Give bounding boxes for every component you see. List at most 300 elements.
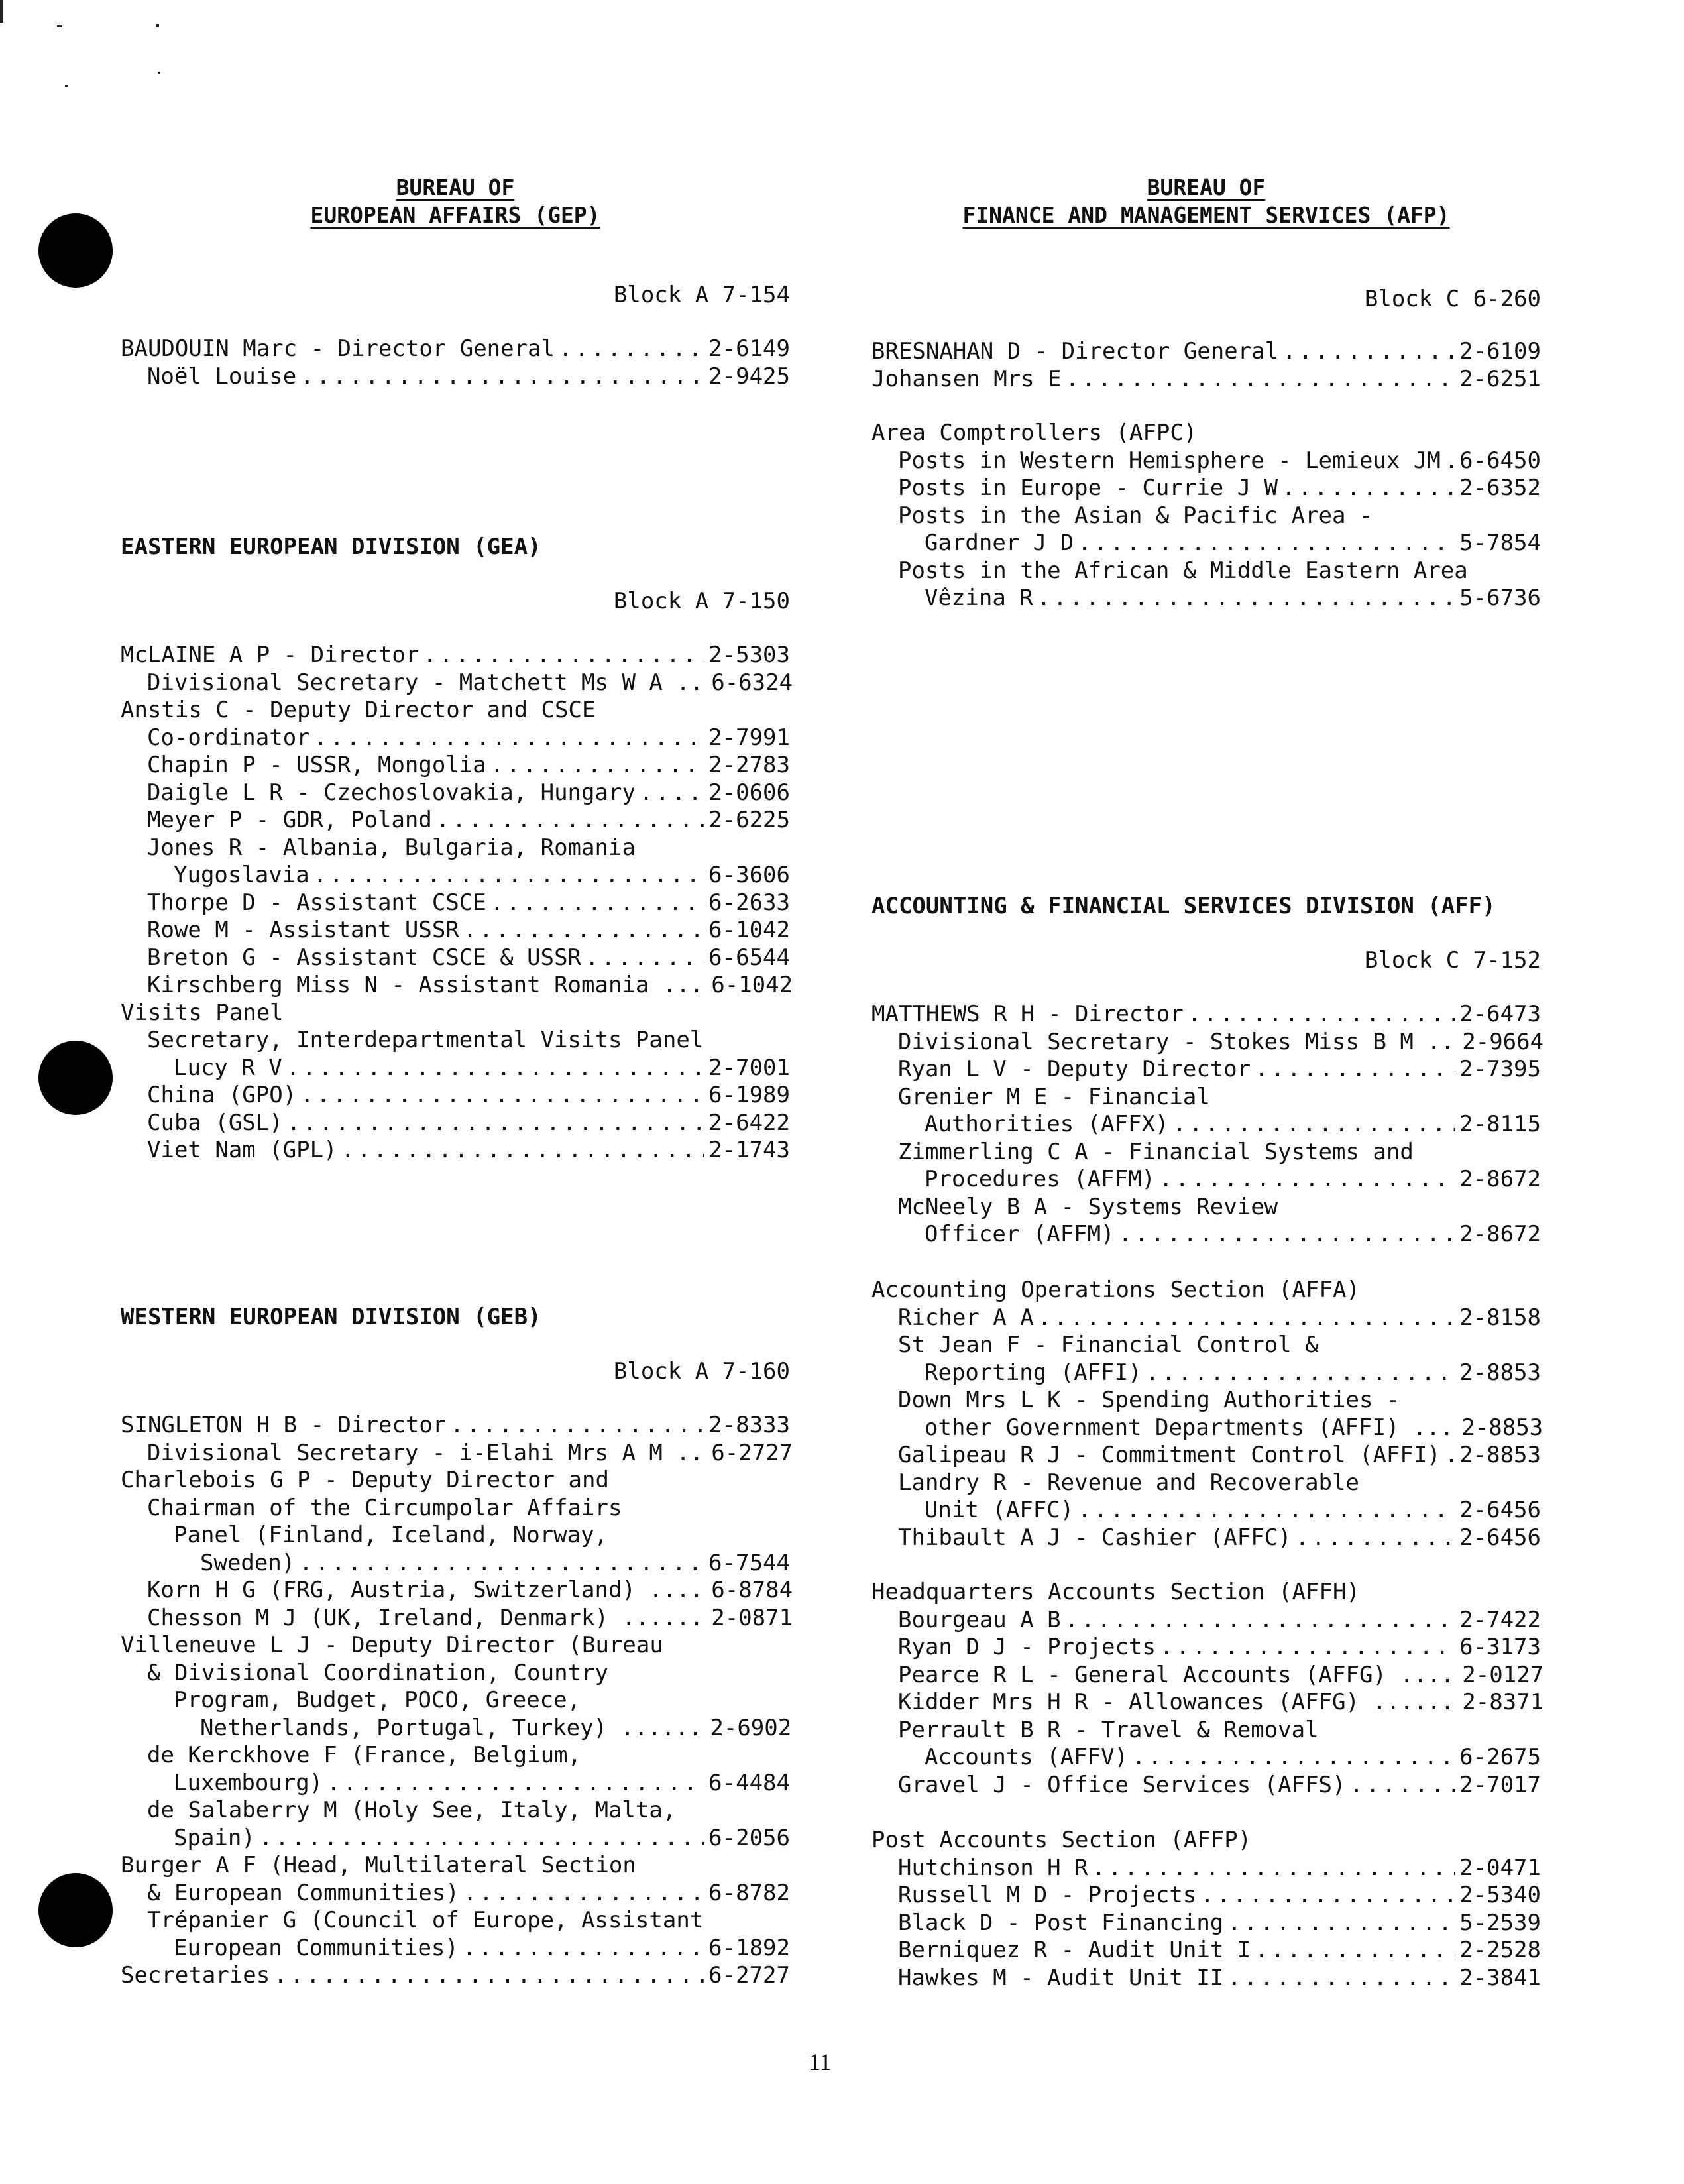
dot-leader xyxy=(274,1962,704,1990)
directory-entry-line xyxy=(121,1852,790,1880)
directory-entry xyxy=(121,335,790,363)
dot-leader xyxy=(327,1770,704,1798)
block-location: Block A 7-160 xyxy=(613,1358,790,1385)
dot-leader xyxy=(1227,1910,1455,1937)
directory-entry-line xyxy=(121,1687,790,1715)
entry-phone: 2-7395 xyxy=(1459,1056,1541,1082)
directory-entry-line xyxy=(121,1660,790,1688)
entry-phone: 5-6736 xyxy=(1459,585,1541,611)
bureau-heading-afp xyxy=(871,174,1541,229)
directory-entry-line xyxy=(871,1194,1541,1222)
entry-name: European Communities) xyxy=(174,1934,459,1961)
entry-name: other Government Departments (AFFI) ... xyxy=(925,1414,1454,1441)
punch-hole-bottom xyxy=(38,1873,113,1947)
directory-entry xyxy=(871,447,1541,475)
directory-entry xyxy=(121,1137,790,1165)
dot-leader xyxy=(1038,1304,1455,1332)
entry-name: Hutchinson H R xyxy=(898,1854,1088,1881)
entry-name: Lucy R V xyxy=(174,1054,282,1081)
entry-phone: 2-7991 xyxy=(708,724,790,751)
block-location: Block A 7-150 xyxy=(613,588,790,614)
entry-phone: 2-6109 xyxy=(1459,338,1541,365)
dot-leader xyxy=(1160,1634,1455,1662)
dot-leader xyxy=(1092,1855,1456,1882)
entry-name: de Kerckhove F (France, Belgium, xyxy=(147,1742,582,1768)
directory-entry xyxy=(871,1855,1541,1882)
directory-entry xyxy=(871,338,1541,366)
directory-entry xyxy=(121,1412,790,1440)
dot-leader xyxy=(1132,1744,1455,1772)
entry-name: Secretaries xyxy=(121,1962,270,1988)
scan-mark xyxy=(0,0,3,23)
directory-entry xyxy=(121,1880,790,1908)
directory-entry xyxy=(871,530,1541,557)
scan-speck xyxy=(65,85,68,87)
directory-entry xyxy=(121,1962,790,1990)
block-location: Block A 7-154 xyxy=(613,282,790,308)
bureau-heading-gep xyxy=(121,174,790,229)
directory-entry xyxy=(121,1604,793,1633)
directory-entry xyxy=(121,1770,790,1798)
dot-leader xyxy=(341,1137,705,1165)
entry-name: Secretary, Interdepartmental Visits Panel xyxy=(147,1027,704,1053)
dot-leader xyxy=(1200,1882,1455,1910)
entry-name: Posts in the Asian & Pacific Area - xyxy=(898,502,1373,529)
entry-name: Panel (Finland, Iceland, Norway, xyxy=(174,1522,608,1548)
dot-leader xyxy=(300,1082,704,1110)
entry-name: Gravel J - Office Services (AFFS) xyxy=(898,1771,1346,1798)
dot-leader xyxy=(1255,1937,1455,1965)
entry-name: Trépanier G (Council of Europe, Assistant xyxy=(147,1907,704,1933)
entry-phone: 6-6544 xyxy=(708,944,790,971)
entry-name: Divisional Secretary - Stokes Miss B M .. xyxy=(898,1028,1455,1055)
entry-name: Grenier M E - Financial xyxy=(898,1083,1210,1110)
entry-name: Kirschberg Miss N - Assistant Romania ... xyxy=(147,972,704,998)
directory-list xyxy=(121,642,793,1165)
entry-phone: 6-2675 xyxy=(1459,1744,1541,1770)
directory-list xyxy=(121,1412,793,1990)
directory-entry-line xyxy=(871,1084,1541,1112)
dot-leader xyxy=(1119,1221,1456,1249)
dot-leader xyxy=(1445,1442,1455,1469)
dot-leader xyxy=(1296,1524,1456,1552)
directory-list xyxy=(871,338,1541,393)
directory-entry xyxy=(871,1442,1541,1469)
directory-entry xyxy=(121,972,793,1000)
entry-name: Berniquez R - Audit Unit I xyxy=(898,1937,1251,1963)
entry-name: Sweden) xyxy=(200,1549,296,1576)
entry-phone: 6-1892 xyxy=(708,1934,790,1961)
entry-phone: 6-4484 xyxy=(708,1769,790,1796)
dot-leader xyxy=(1255,1056,1455,1084)
directory-entry xyxy=(121,807,790,834)
directory-list xyxy=(871,1579,1544,1799)
entry-phone: 2-6225 xyxy=(708,807,790,833)
entry-name: Chairman of the Circumpolar Affairs xyxy=(147,1494,622,1521)
directory-entry xyxy=(871,1910,1541,1937)
directory-entry-line xyxy=(871,1717,1541,1745)
heading-line-1: BUREAU OF xyxy=(396,174,515,200)
dot-leader xyxy=(259,1825,704,1853)
entry-name: McLAINE A P - Director xyxy=(121,642,420,668)
dot-leader xyxy=(1078,1497,1455,1524)
entry-phone: 2-6149 xyxy=(708,335,790,362)
directory-entry xyxy=(871,1056,1541,1084)
directory-list xyxy=(871,1277,1544,1552)
dot-leader xyxy=(585,945,704,972)
dot-leader xyxy=(1078,530,1455,557)
directory-entry xyxy=(121,1550,790,1578)
directory-entry xyxy=(121,1082,790,1110)
entry-phone: 2-2528 xyxy=(1459,1937,1541,1963)
entry-phone: 6-1042 xyxy=(711,972,793,998)
entry-name: Luxembourg) xyxy=(174,1769,323,1796)
entry-name: Accounts (AFFV) xyxy=(925,1744,1129,1770)
entry-phone: 6-3173 xyxy=(1459,1634,1541,1660)
directory-list xyxy=(871,1001,1544,1249)
entry-phone: 2-6251 xyxy=(1459,365,1541,392)
entry-name: Pearce R L - General Accounts (AFFG) .... xyxy=(898,1661,1455,1688)
entry-name: Vêzina R xyxy=(925,585,1033,611)
scan-speck xyxy=(158,72,160,74)
entry-phone: 6-2633 xyxy=(708,889,790,916)
entry-phone: 2-6422 xyxy=(708,1109,790,1136)
dot-leader xyxy=(490,752,704,779)
directory-list xyxy=(871,420,1541,612)
entry-name: Reporting (AFFI) xyxy=(925,1359,1142,1386)
entry-phone: 6-7544 xyxy=(708,1549,790,1576)
entry-phone: 2-5340 xyxy=(1459,1882,1541,1908)
entry-phone: 2-8672 xyxy=(1459,1221,1541,1247)
directory-entry xyxy=(871,1414,1544,1442)
directory-entry-line xyxy=(871,420,1541,447)
entry-name: & Divisional Coordination, Country xyxy=(147,1659,608,1686)
entry-name: Posts in Western Hemisphere - Lemieux JM xyxy=(898,447,1441,474)
directory-entry-line xyxy=(871,1469,1541,1497)
dot-leader xyxy=(1037,585,1455,612)
entry-name: China (GPO) xyxy=(147,1082,297,1108)
entry-name: Korn H G (FRG, Austria, Switzerland) .... xyxy=(147,1577,704,1603)
dot-leader xyxy=(1066,366,1456,394)
entry-phone: 6-2727 xyxy=(708,1962,790,1988)
entry-phone: 2-7001 xyxy=(708,1054,790,1081)
entry-phone: 6-2056 xyxy=(708,1824,790,1851)
directory-entry xyxy=(121,1577,793,1605)
entry-phone: 2-0871 xyxy=(711,1604,793,1631)
directory-entry-line xyxy=(121,1632,790,1660)
directory-entry xyxy=(121,1715,790,1743)
entry-phone: 6-6450 xyxy=(1459,447,1541,474)
directory-entry xyxy=(121,1825,790,1853)
dot-leader xyxy=(1282,475,1455,502)
entry-name: Rowe M - Assistant USSR xyxy=(147,917,459,943)
directory-entry-line xyxy=(871,1139,1541,1167)
entry-name: Bourgeau A B xyxy=(898,1606,1061,1633)
entry-name: Ryan D J - Projects xyxy=(898,1634,1156,1660)
entry-phone: 6-1989 xyxy=(708,1082,790,1108)
entry-name: Spain) xyxy=(174,1824,255,1851)
entry-name: McNeely B A - Systems Review xyxy=(898,1193,1278,1220)
dot-leader xyxy=(286,1055,704,1082)
directory-entry xyxy=(121,779,790,807)
entry-name: Thorpe D - Assistant CSCE xyxy=(147,889,486,916)
directory-entry xyxy=(871,1744,1541,1772)
division-title-gea: EASTERN EUROPEAN DIVISION (GEA) xyxy=(121,534,541,560)
dot-leader xyxy=(1188,1001,1455,1029)
entry-name: Program, Budget, POCO, Greece, xyxy=(174,1687,581,1713)
entry-phone: 2-6473 xyxy=(1459,1001,1541,1027)
dot-leader xyxy=(1445,447,1455,475)
directory-entry xyxy=(871,1221,1541,1249)
entry-name: de Salaberry M (Holy See, Italy, Malta, xyxy=(147,1797,677,1823)
directory-entry xyxy=(871,1882,1541,1910)
directory-entry xyxy=(871,1965,1541,1992)
entry-name: Divisional Secretary - Matchett Ms W A .. xyxy=(147,669,704,696)
directory-entry xyxy=(871,1001,1541,1029)
dot-leader xyxy=(423,642,704,669)
entry-name: SINGLETON H B - Director xyxy=(121,1412,447,1438)
directory-entry xyxy=(121,669,793,697)
directory-entry xyxy=(871,1028,1544,1057)
punch-hole-top xyxy=(38,213,113,288)
heading-line-2: EUROPEAN AFFAIRS (GEP) xyxy=(310,202,600,228)
directory-entry-line xyxy=(121,1000,790,1027)
heading-line-2: FINANCE AND MANAGEMENT SERVICES (AFP) xyxy=(962,202,1450,228)
entry-name: Anstis C - Deputy Director and CSCE xyxy=(121,697,596,723)
directory-entry xyxy=(121,363,790,391)
entry-phone: 2-0127 xyxy=(1462,1661,1544,1688)
entry-name: Chapin P - USSR, Mongolia xyxy=(147,752,486,778)
directory-entry xyxy=(871,1607,1541,1635)
entry-name: Landry R - Revenue and Recoverable xyxy=(898,1469,1359,1496)
dot-leader xyxy=(314,724,705,752)
directory-entry-line xyxy=(121,1467,790,1495)
dot-leader xyxy=(1172,1111,1455,1139)
entry-phone: 2-1743 xyxy=(708,1137,790,1163)
entry-phone: 2-0471 xyxy=(1459,1854,1541,1881)
entry-phone: 6-1042 xyxy=(708,917,790,943)
directory-entry-line xyxy=(121,1027,790,1055)
entry-name: Accounting Operations Section (AFFA) xyxy=(871,1277,1360,1303)
directory-entry-line xyxy=(871,1277,1541,1304)
entry-phone: 6-8782 xyxy=(708,1879,790,1906)
entry-name: Villeneuve L J - Deputy Director (Bureau xyxy=(121,1632,663,1658)
dot-leader xyxy=(1159,1166,1455,1194)
entry-name: Headquarters Accounts Section (AFFH) xyxy=(871,1579,1360,1605)
entry-name: Posts in the African & Middle Eastern Area xyxy=(898,557,1468,584)
directory-entry-line xyxy=(871,502,1541,530)
directory-list xyxy=(871,1827,1541,1992)
entry-phone: 2-7422 xyxy=(1459,1606,1541,1633)
dot-leader xyxy=(313,862,704,890)
directory-entry xyxy=(871,1772,1541,1800)
entry-name: Post Accounts Section (AFFP) xyxy=(871,1827,1252,1853)
entry-phone: 5-7854 xyxy=(1459,530,1541,556)
directory-entry xyxy=(871,1634,1541,1662)
entry-phone: 2-7017 xyxy=(1459,1771,1541,1798)
entry-name: Area Comptrollers (AFPC) xyxy=(871,420,1198,446)
directory-entry-line xyxy=(121,1742,790,1770)
entry-name: Down Mrs L K - Spending Authorities - xyxy=(898,1387,1400,1413)
entry-name: Thibault A J - Cashier (AFFC) xyxy=(898,1524,1292,1551)
entry-phone: 2-5303 xyxy=(708,642,790,668)
heading-line-1: BUREAU OF xyxy=(1147,174,1266,200)
dot-leader xyxy=(559,335,704,363)
dot-leader xyxy=(640,779,704,807)
dot-leader xyxy=(1065,1607,1456,1635)
entry-name: MATTHEWS R H - Director xyxy=(871,1001,1184,1027)
entry-phone: 2-9664 xyxy=(1462,1028,1544,1055)
dot-leader xyxy=(463,1935,704,1963)
dot-leader xyxy=(1227,1965,1455,1992)
directory-entry xyxy=(871,366,1541,394)
entry-name: Yugoslavia xyxy=(174,862,309,888)
directory-entry xyxy=(121,1439,793,1467)
dot-leader xyxy=(490,890,704,917)
entry-phone: 2-3841 xyxy=(1459,1964,1541,1991)
entry-phone: 6-2727 xyxy=(711,1439,793,1466)
directory-entry xyxy=(121,1055,790,1082)
entry-name: Richer A A xyxy=(898,1304,1034,1331)
entry-name: Kidder Mrs H R - Allowances (AFFG) ...... xyxy=(898,1689,1455,1715)
entry-name: St Jean F - Financial Control & xyxy=(898,1332,1319,1358)
entry-phone: 2-0606 xyxy=(708,779,790,806)
entry-name: Russell M D - Projects xyxy=(898,1882,1197,1908)
dot-leader xyxy=(463,917,704,945)
block-location: Block C 6-260 xyxy=(1364,286,1541,312)
directory-entry-line xyxy=(121,697,790,724)
entry-name: Daigle L R - Czechoslovakia, Hungary xyxy=(147,779,636,806)
entry-phone: 2-8672 xyxy=(1459,1166,1541,1192)
entry-name: Cuba (GSL) xyxy=(147,1109,283,1136)
entry-name: Divisional Secretary - i-Elahi Mrs A M .. xyxy=(147,1439,704,1466)
directory-entry xyxy=(871,1661,1544,1690)
entry-name: Posts in Europe - Currie J W xyxy=(898,475,1278,501)
block-location: Block C 7-152 xyxy=(1364,947,1541,974)
directory-entry xyxy=(871,1497,1541,1524)
dot-leader xyxy=(1350,1772,1456,1800)
directory-entry xyxy=(121,917,790,945)
dot-leader xyxy=(450,1412,704,1440)
entry-name: Viet Nam (GPL) xyxy=(147,1137,337,1163)
directory-entry-line xyxy=(121,1522,790,1550)
entry-phone: 2-6456 xyxy=(1459,1497,1541,1523)
directory-entry xyxy=(871,1524,1541,1552)
directory-entry-line xyxy=(871,1827,1541,1855)
scan-speck xyxy=(156,24,159,27)
dot-leader xyxy=(287,1110,704,1137)
entry-phone: 6-3606 xyxy=(708,862,790,888)
directory-entry xyxy=(871,1689,1544,1717)
entry-name: Officer (AFFM) xyxy=(925,1221,1115,1247)
directory-entry-line xyxy=(871,1332,1541,1359)
directory-entry xyxy=(871,1359,1541,1387)
entry-phone: 2-2783 xyxy=(708,752,790,778)
dot-leader xyxy=(1282,338,1455,366)
directory-entry xyxy=(871,1111,1541,1139)
entry-name: Breton G - Assistant CSCE & USSR xyxy=(147,944,582,971)
directory-entry-line xyxy=(121,1907,790,1935)
directory-entry-line xyxy=(121,834,790,862)
entry-phone: 2-6902 xyxy=(710,1714,792,1741)
entry-name: Visits Panel xyxy=(121,999,284,1026)
entry-name: Ryan L V - Deputy Director xyxy=(898,1056,1251,1082)
entry-phone: 2-8853 xyxy=(1459,1442,1541,1468)
entry-phone: 2-8115 xyxy=(1459,1111,1541,1137)
directory-entry xyxy=(871,475,1541,502)
directory-entry xyxy=(121,862,790,890)
page-number: 11 xyxy=(809,2049,832,2075)
entry-phone: 6-8784 xyxy=(711,1577,793,1603)
directory-entry xyxy=(121,1935,790,1963)
directory-entry xyxy=(121,642,790,669)
dot-leader xyxy=(436,807,704,834)
entry-phone: 2-8853 xyxy=(1459,1359,1541,1386)
directory-entry-line xyxy=(871,1579,1541,1607)
dot-leader xyxy=(300,363,704,391)
directory-entry xyxy=(121,890,790,917)
scan-speck xyxy=(57,25,62,27)
directory-entry xyxy=(871,1304,1541,1332)
entry-phone: 2-8371 xyxy=(1462,1689,1544,1715)
entry-name: Galipeau R J - Commitment Control (AFFI) xyxy=(898,1442,1441,1468)
entry-name: Netherlands, Portugal, Turkey) ...... xyxy=(200,1714,702,1741)
directory-entry xyxy=(871,585,1541,612)
directory-entry xyxy=(121,724,790,752)
entry-name: Unit (AFFC) xyxy=(925,1497,1074,1523)
entry-name: Charlebois G P - Deputy Director and xyxy=(121,1467,609,1493)
entry-phone: 2-8853 xyxy=(1461,1414,1544,1441)
entry-phone: 6-6324 xyxy=(711,669,793,696)
directory-entry-line xyxy=(121,1495,790,1523)
entry-name: Jones R - Albania, Bulgaria, Romania xyxy=(147,834,636,861)
dot-leader xyxy=(299,1550,704,1578)
entry-name: Procedures (AFFM) xyxy=(925,1166,1155,1192)
entry-phone: 2-8158 xyxy=(1459,1304,1541,1331)
directory-entry-line xyxy=(871,1387,1541,1414)
directory-entry xyxy=(871,1937,1541,1965)
entry-name: Burger A F (Head, Multilateral Section xyxy=(121,1852,636,1878)
directory-entry-line xyxy=(121,1797,790,1825)
entry-name: Authorities (AFFX) xyxy=(925,1111,1169,1137)
entry-name: Hawkes M - Audit Unit II xyxy=(898,1964,1224,1991)
division-title-aff: ACCOUNTING & FINANCIAL SERVICES DIVISION (AFF) xyxy=(871,893,1496,919)
entry-name: Perrault B R - Travel & Removal xyxy=(898,1716,1319,1743)
entry-name: Gardner J D xyxy=(925,530,1074,556)
directory-entry xyxy=(121,752,790,779)
entry-name: Black D - Post Financing xyxy=(898,1909,1224,1936)
entry-phone: 2-9425 xyxy=(708,363,790,390)
directory-entry xyxy=(121,945,790,972)
directory-entry xyxy=(871,1166,1541,1194)
entry-name: BRESNAHAN D - Director General xyxy=(871,338,1279,365)
entry-name: Chesson M J (UK, Ireland, Denmark) ...... xyxy=(147,1604,704,1631)
directory-list xyxy=(121,335,790,390)
entry-name: & European Communities) xyxy=(147,1879,459,1906)
division-title-geb: WESTERN EUROPEAN DIVISION (GEB) xyxy=(121,1304,541,1330)
entry-phone: 2-6456 xyxy=(1459,1524,1541,1551)
directory-entry xyxy=(121,1110,790,1137)
entry-name: Noël Louise xyxy=(147,363,297,390)
entry-name: Zimmerling C A - Financial Systems and xyxy=(898,1138,1414,1165)
entry-name: Meyer P - GDR, Poland xyxy=(147,807,432,833)
punch-hole-middle xyxy=(38,1041,113,1115)
directory-entry-line xyxy=(871,557,1541,585)
entry-name: BAUDOUIN Marc - Director General xyxy=(121,335,555,362)
entry-phone: 2-8333 xyxy=(708,1412,790,1438)
entry-name: Johansen Mrs E xyxy=(871,365,1062,392)
entry-phone: 5-2539 xyxy=(1459,1909,1541,1936)
